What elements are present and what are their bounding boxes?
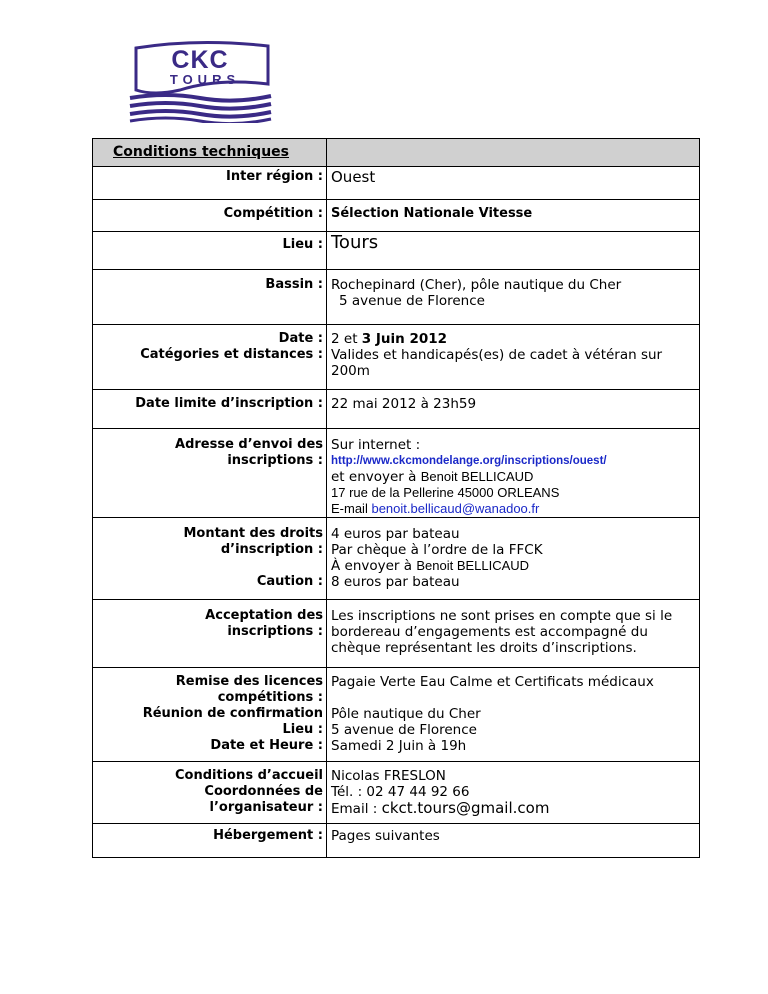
logo-line1: CKC xyxy=(171,46,229,74)
label-adresse-2: inscriptions : xyxy=(227,453,323,468)
label-categories: Catégories et distances : xyxy=(140,347,323,362)
date-day: 2 xyxy=(331,331,340,347)
label-inter-region: Inter région : xyxy=(93,167,327,200)
label-adresse-1: Adresse d’envoi des xyxy=(175,437,323,452)
section-title: Conditions techniques xyxy=(113,144,289,160)
value-lieu: Tours xyxy=(331,232,379,253)
accueil-email[interactable]: ckct.tours@gmail.com xyxy=(381,799,550,817)
acceptation-line1: Les inscriptions ne sont prises en compte que si le xyxy=(331,608,673,624)
montant-line3a: À envoyer à xyxy=(331,558,413,574)
value-date xyxy=(331,331,699,347)
label-accueil-1: Conditions d’accueil xyxy=(174,768,323,783)
label-acceptation-2: inscriptions : xyxy=(227,624,323,639)
row-date-limite xyxy=(93,390,700,429)
label-acceptation-1: Acceptation des xyxy=(205,608,323,623)
label-date: Date : xyxy=(278,331,323,346)
value-categories: Valides et handicapés(es) de cadet à vétéran sur 200m xyxy=(331,347,663,379)
label-competition: Compétition : xyxy=(93,200,327,232)
label-hebergement: Hébergement : xyxy=(93,824,327,858)
row-lieu xyxy=(93,232,700,270)
label-caution: Caution : xyxy=(256,574,323,589)
label-remise-1: Remise des licences xyxy=(175,674,323,689)
reunion-line3: Samedi 2 Juin à 19h xyxy=(331,738,467,754)
adresse-line1: Sur internet : xyxy=(331,437,421,453)
value-caution: 8 euros par bateau xyxy=(331,574,460,590)
value-competition: Sélection Nationale Vitesse xyxy=(327,200,700,232)
value-hebergement: Pages suivantes xyxy=(327,824,700,858)
montant-line2: Par chèque à l’ordre de la FFCK xyxy=(331,542,543,558)
montant-line3b: Benoit BELLICAUD xyxy=(416,558,530,573)
row-montant-caution xyxy=(93,518,700,600)
montant-line1: 4 euros par bateau xyxy=(331,526,460,542)
bassin-line1: Rochepinard (Cher), pôle nautique du Cher xyxy=(331,277,622,293)
row-hebergement xyxy=(93,824,700,858)
adresse-email-prefix: E-mail xyxy=(331,501,368,516)
reunion-line2: 5 avenue de Florence xyxy=(331,722,477,738)
label-reunion: Réunion de confirmation xyxy=(142,706,323,721)
value-remise: Pagaie Verte Eau Calme et Certificats médicaux xyxy=(331,674,654,690)
adresse-line4: 17 rue de la Pellerine 45000 ORLEANS xyxy=(331,485,560,500)
acceptation-line3: chèque représentant les droits d’inscriptions. xyxy=(331,640,637,656)
reunion-line1: Pôle nautique du Cher xyxy=(331,706,481,722)
label-accueil-3: l’organisateur : xyxy=(209,800,323,815)
logo-line2: TOURS xyxy=(169,72,241,87)
label-accueil-2: Coordonnées de xyxy=(204,784,323,799)
label-remise-2: compétitions : xyxy=(217,690,323,705)
inscriptions-link[interactable]: http://www.ckcmondelange.org/inscriptions/ouest/ xyxy=(331,455,607,467)
label-montant-1: Montant des droits xyxy=(183,526,323,541)
label-bassin: Bassin : xyxy=(93,270,327,325)
row-date-categories xyxy=(93,325,700,390)
row-bassin xyxy=(93,270,700,325)
row-competition xyxy=(93,200,700,232)
row-accueil xyxy=(93,762,700,824)
acceptation-line2: bordereau d’engagements est accompagné du xyxy=(331,624,648,640)
conditions-table xyxy=(92,138,700,858)
row-inter-region xyxy=(93,167,700,200)
accueil-line1: Nicolas FRESLON xyxy=(331,768,446,784)
accueil-line2: Tél. : 02 47 44 92 66 xyxy=(331,784,470,800)
adresse-line3b: Benoit BELLICAUD xyxy=(420,469,534,484)
table-header-row xyxy=(93,139,700,167)
label-montant-2: d’inscription : xyxy=(220,542,323,557)
value-date-limite: 22 mai 2012 à 23h59 xyxy=(327,390,700,429)
row-acceptation xyxy=(93,600,700,668)
date-bold: 3 Juin 2012 xyxy=(361,331,448,347)
adresse-line3a: et envoyer à xyxy=(331,469,417,485)
row-adresse xyxy=(93,429,700,518)
date-conj: et xyxy=(343,331,358,347)
row-remise-reunion xyxy=(93,668,700,762)
bassin-line2: 5 avenue de Florence xyxy=(339,293,485,309)
accueil-email-prefix: Email : xyxy=(331,801,378,817)
label-reunion-date: Date et Heure : xyxy=(210,738,323,753)
label-date-limite: Date limite d’inscription : xyxy=(93,390,327,429)
ckc-tours-logo xyxy=(128,38,273,123)
value-inter-region: Ouest xyxy=(331,168,376,186)
label-lieu: Lieu : xyxy=(93,232,327,270)
adresse-email-link[interactable]: benoit.bellicaud@wanadoo.fr xyxy=(371,501,540,516)
label-reunion-lieu: Lieu : xyxy=(282,722,323,737)
